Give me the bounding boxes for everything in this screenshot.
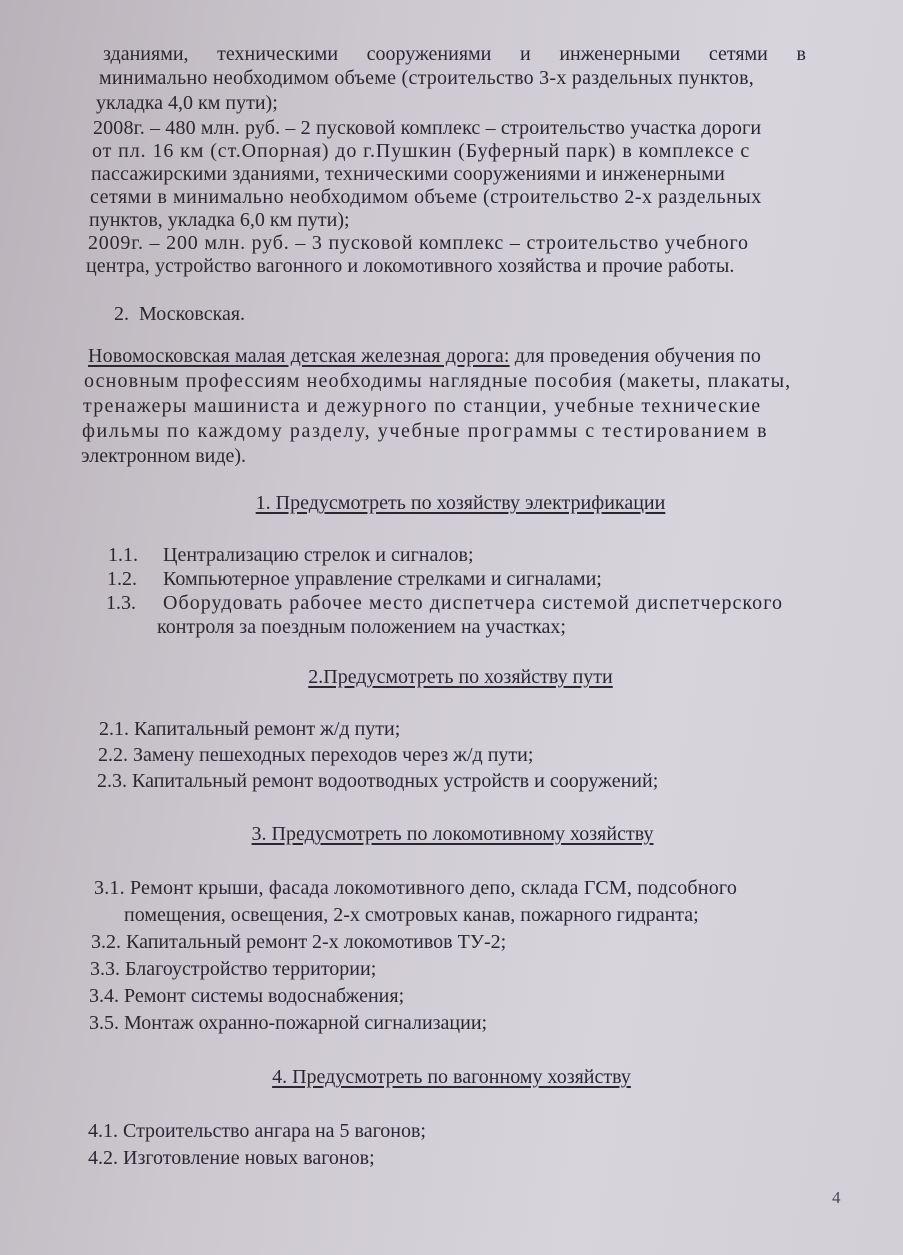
novomoskovsk-line-5: электронном виде). <box>81 445 247 467</box>
intro-line-4: 2008г. – 480 млн. руб. – 2 пусковой комплекс – строительство участка дороги <box>93 117 762 139</box>
word: сетями <box>708 43 768 65</box>
intro-line-10: центра, устройство вагонного и локомотивного хозяйства и прочие работы. <box>86 255 735 277</box>
item-text: Оборудовать рабочее место диспетчера системой диспетчерского <box>163 592 784 614</box>
item-number: 1.1. <box>108 544 138 566</box>
intro-line-5: от пл. 16 км (ст.Опорная) до г.Пушкин (Буферный парк) в комплексе с <box>92 140 751 162</box>
heading-text: 1. Предусмотреть по хозяйству электрификации <box>255 492 666 514</box>
intro-line-9: 2009г. – 200 млн. руб. – 3 пусковой комплекс – строительство учебного <box>88 232 749 254</box>
item-number: 1.3. <box>106 592 136 614</box>
word: и <box>520 43 531 65</box>
list-item <box>106 591 783 615</box>
list-item: 3.4. Ремонт системы водоснабжения; <box>89 985 405 1007</box>
list-item: 2.3. Капитальный ремонт водоотводных устройств и сооружений; <box>97 770 659 792</box>
list-item: 4.1. Строительство ангара на 5 вагонов; <box>88 1120 426 1142</box>
list-item <box>108 543 474 567</box>
novomoskovsk-line-3: тренажеры машиниста и дежурного по станции, учебные технические <box>83 395 762 417</box>
list-item: 2.1. Капитальный ремонт ж/д пути; <box>99 718 401 740</box>
page-number: 4 <box>832 1188 841 1207</box>
heading-wagon <box>0 1065 903 1089</box>
novomoskovsk-line-4: фильмы по каждому разделу, учебные программы с тестированием в <box>82 420 769 442</box>
section-number: 2. <box>114 303 129 325</box>
item-number: 1.2. <box>107 568 137 590</box>
list-item: 3.5. Монтаж охранно-пожарной сигнализации; <box>89 1012 488 1034</box>
list-item: 4.2. Изготовление новых вагонов; <box>88 1147 375 1169</box>
intro-line-2: минимально необходимом объеме (строительство 3-х раздельных пунктов, <box>99 67 755 89</box>
railway-name: Новомосковская малая детская железная дорога: <box>88 345 510 367</box>
item-text: Централизацию стрелок и сигналов; <box>163 544 474 566</box>
intro-line-7: сетями в минимально необходимом объеме (строительство 2-х раздельных <box>90 186 762 208</box>
text: для проведения обучения по <box>514 345 761 367</box>
heading-track <box>0 665 903 689</box>
section-title: Московская. <box>139 303 246 325</box>
list-item-continuation: помещения, освещения, 2-х смотровых канав, пожарного гидранта; <box>124 904 699 926</box>
intro-line-8: пунктов, укладка 6,0 км пути); <box>89 209 350 231</box>
list-item <box>107 567 602 591</box>
section-2-heading <box>114 302 245 326</box>
intro-line-3: укладка 4,0 км пути); <box>96 92 278 114</box>
intro-line-1 <box>103 42 806 66</box>
heading-locomotive <box>0 822 903 846</box>
intro-line-6: пассажирскими зданиями, техническими сооружениями и инженерными <box>91 163 726 185</box>
heading-electrification <box>0 491 903 515</box>
novomoskovsk-line-1 <box>88 344 761 368</box>
word: техническими <box>217 43 339 65</box>
list-item-continuation: контроля за поездным положением на участках; <box>157 616 566 638</box>
word: зданиями, <box>103 43 189 65</box>
item-text: Компьютерное управление стрелками и сигналами; <box>163 568 602 590</box>
heading-text: 4. Предусмотреть по вагонному хозяйству <box>272 1066 631 1088</box>
list-item: 3.2. Капитальный ремонт 2-х локомотивов ТУ-2; <box>91 931 507 953</box>
word: инженерными <box>559 43 681 65</box>
list-item: 3.3. Благоустройство территории; <box>90 958 377 980</box>
word: в <box>796 43 806 65</box>
heading-text: 3. Предусмотреть по локомотивному хозяйству <box>251 823 654 845</box>
heading-text: 2.Предусмотреть по хозяйству пути <box>308 666 613 688</box>
word: сооружениями <box>366 43 492 65</box>
novomoskovsk-line-2: основным профессиям необходимы наглядные пособия (макеты, плакаты, <box>84 370 792 392</box>
list-item: 2.2. Замену пешеходных переходов через ж/д пути; <box>98 744 534 766</box>
list-item: 3.1. Ремонт крыши, фасада локомотивного депо, склада ГСМ, подсобного <box>94 877 738 899</box>
